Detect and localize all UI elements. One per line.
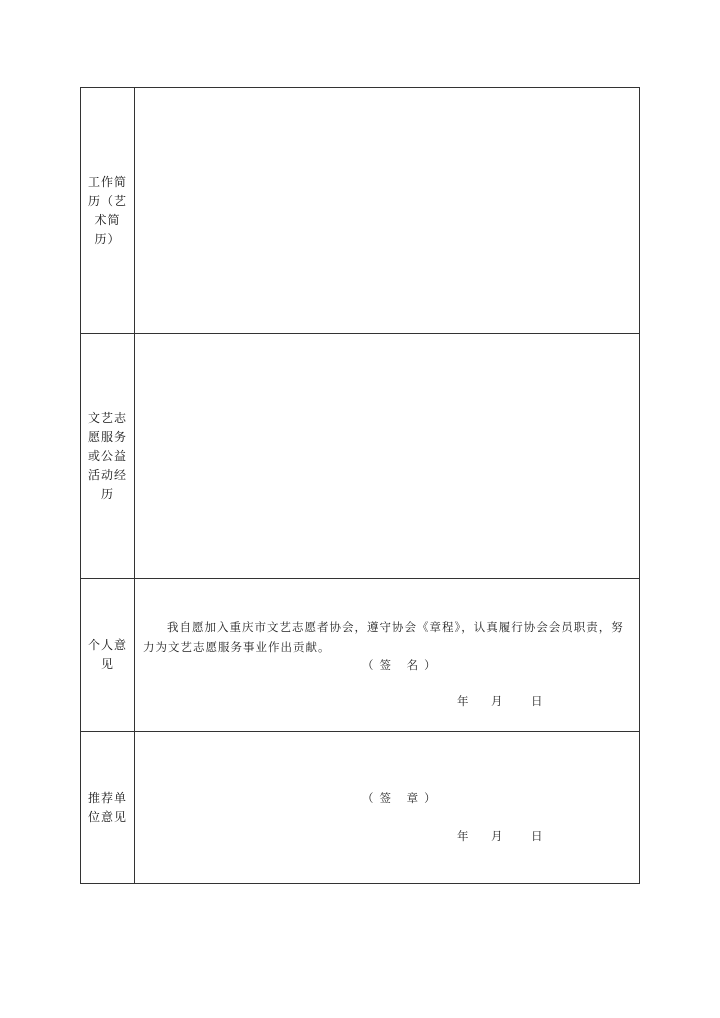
volunteer-experience-row xyxy=(81,334,639,579)
personal-opinion-label: 个人意见 xyxy=(87,638,127,671)
date-month-label: 月 xyxy=(491,829,503,843)
volunteer-experience-label: 文艺志愿服务或公益活动经历 xyxy=(87,410,127,501)
work-history-content[interactable] xyxy=(135,88,639,333)
date-month-label: 月 xyxy=(491,694,503,708)
recommender-opinion-content xyxy=(135,732,639,883)
date-day-label: 日 xyxy=(531,694,543,708)
recommender-opinion-label: 推荐单位意见 xyxy=(87,790,127,824)
personal-opinion-label-cell xyxy=(81,579,135,731)
work-history-label: 工作简历（艺术简历） xyxy=(87,174,127,246)
volunteer-experience-label-cell xyxy=(81,334,135,578)
application-form-table xyxy=(80,87,640,884)
membership-declaration: 我自愿加入重庆市文艺志愿者协会，遵守协会《章程》，认真履行协会会员职责，努力为文艺志愿服务事业作出贡献。 xyxy=(143,620,624,654)
date-year-label: 年 xyxy=(457,694,469,708)
signature-note: （签 名） xyxy=(362,658,442,672)
work-history-row xyxy=(81,88,639,334)
date-day-label: 日 xyxy=(531,829,543,843)
recommender-opinion-label-cell xyxy=(81,732,135,883)
personal-opinion-content xyxy=(135,579,639,731)
volunteer-experience-content[interactable] xyxy=(135,334,639,578)
date-year-label: 年 xyxy=(457,829,469,843)
work-history-label-cell xyxy=(81,88,135,333)
seal-note: （签 章） xyxy=(362,791,442,805)
recommender-opinion-row xyxy=(81,732,639,883)
personal-opinion-row xyxy=(81,579,639,732)
